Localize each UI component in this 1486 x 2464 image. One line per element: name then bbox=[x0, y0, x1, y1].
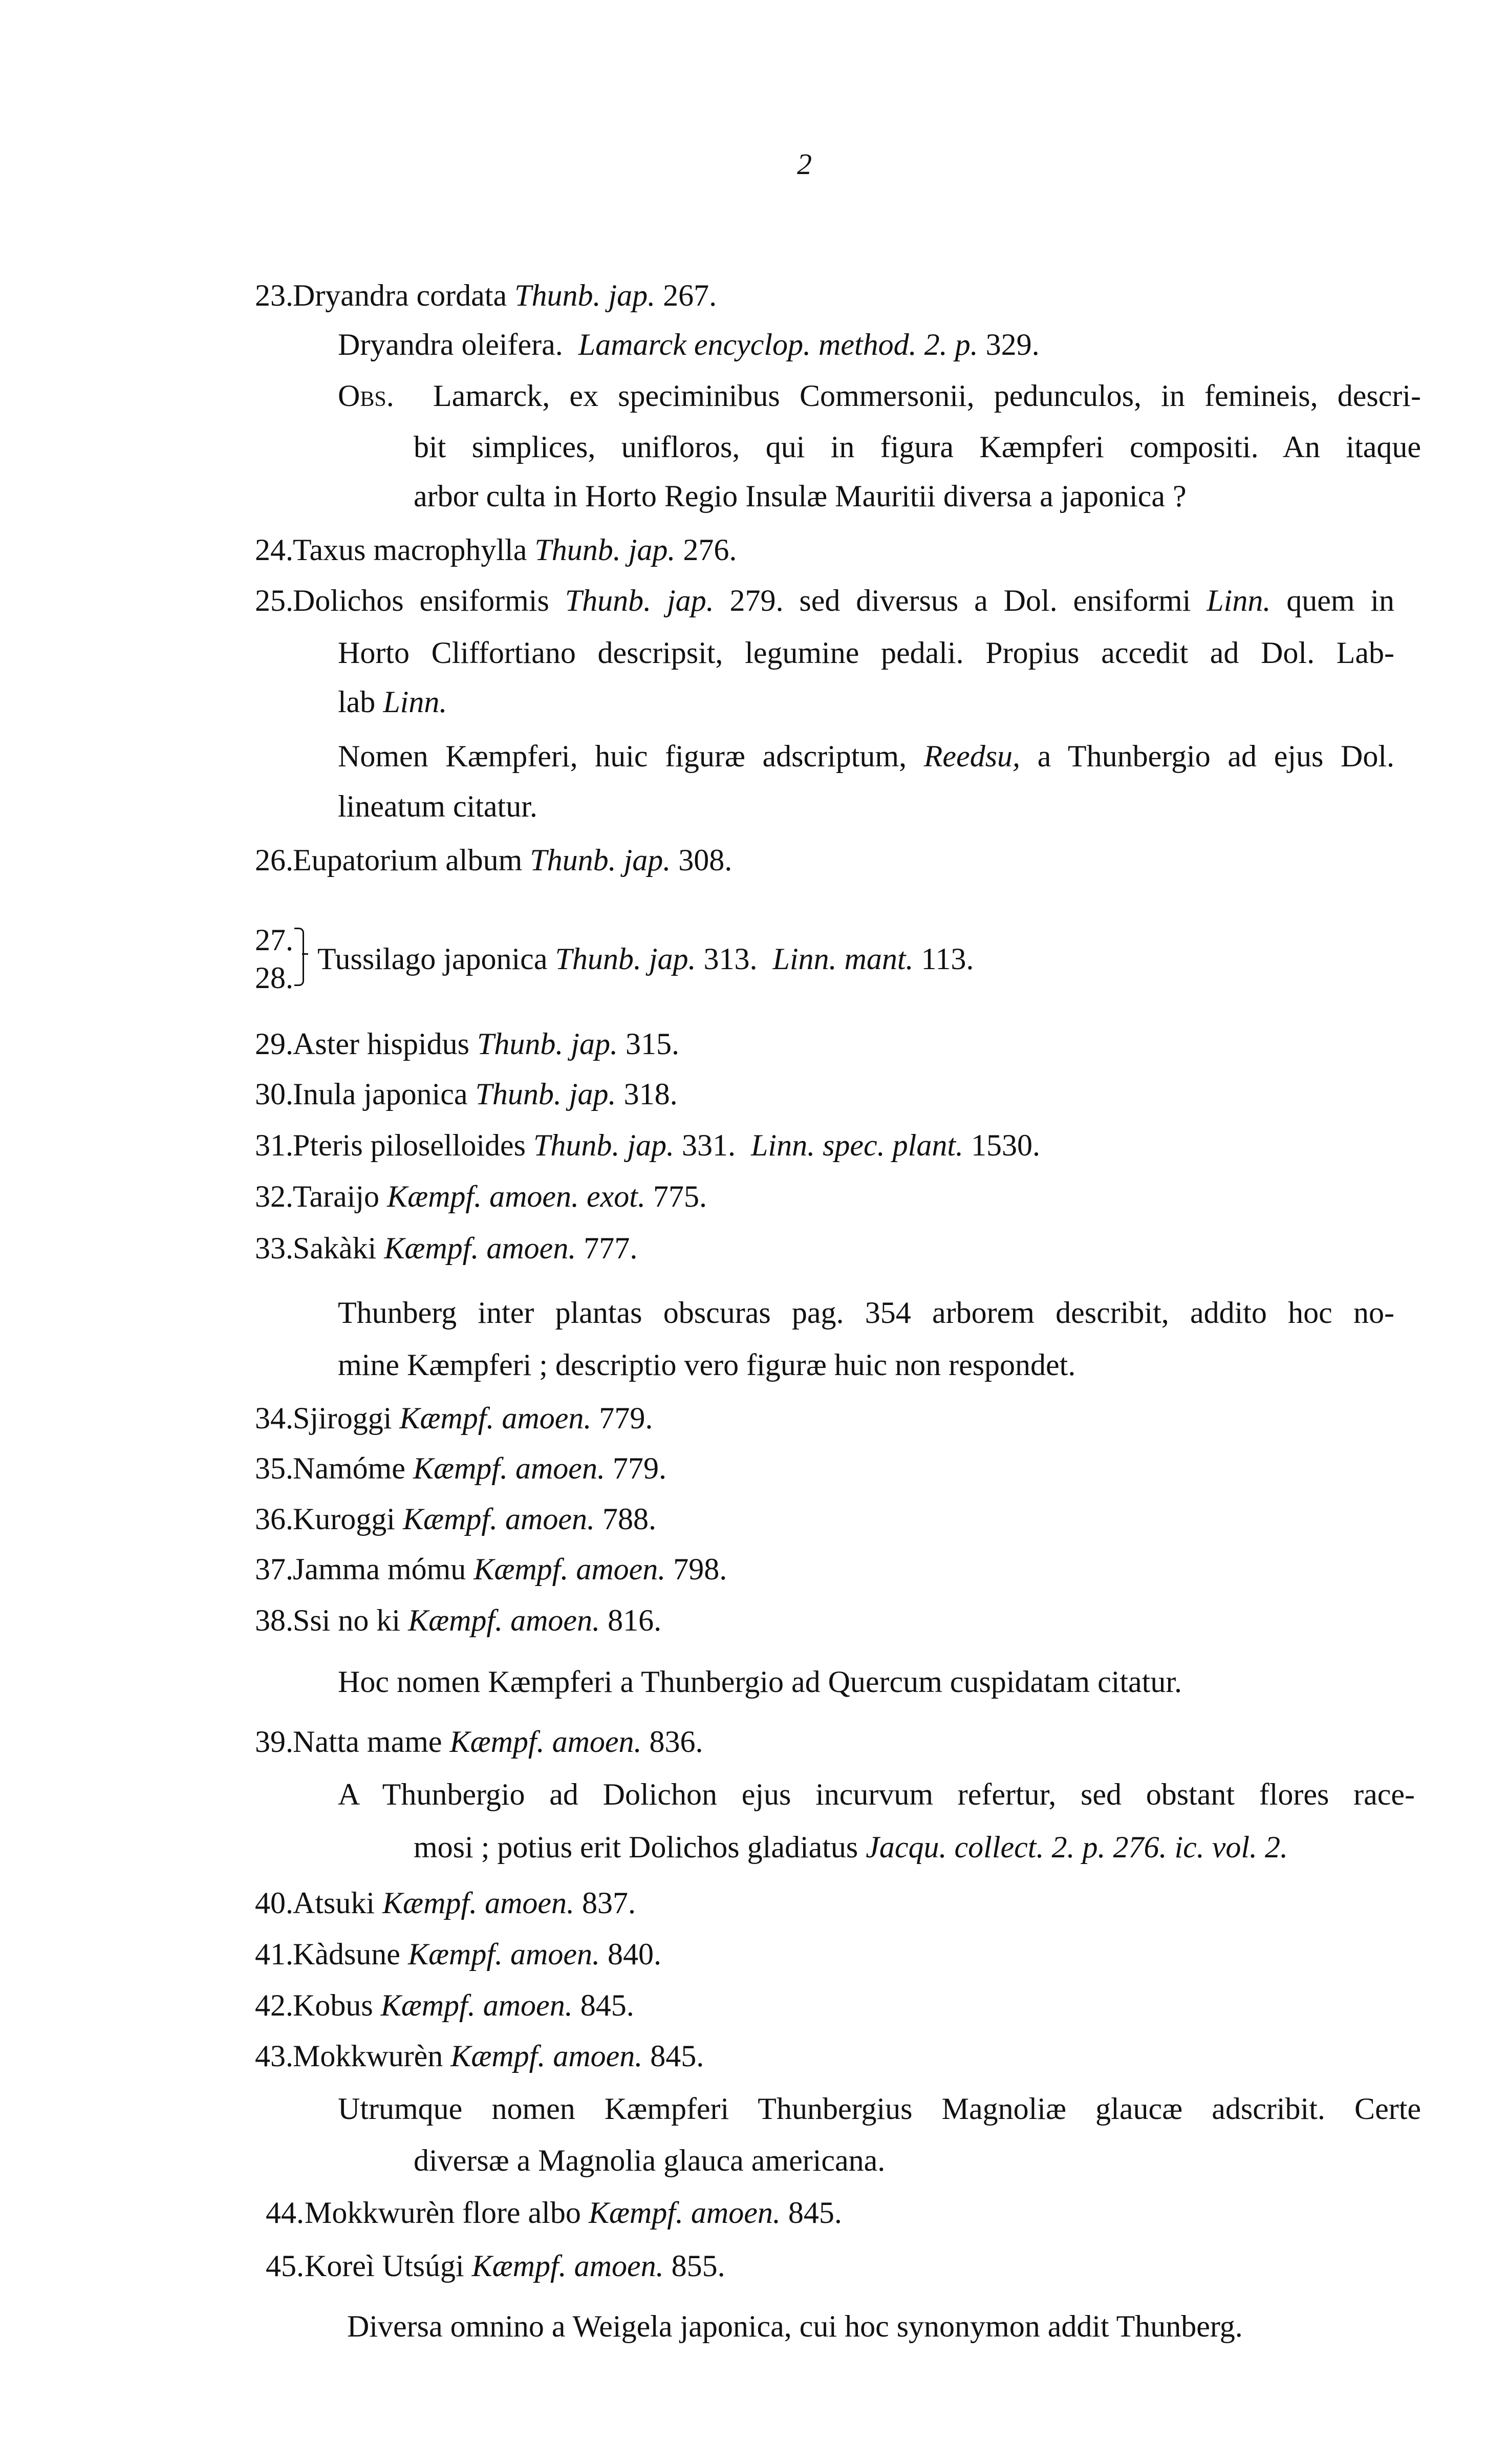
page-ref: 845. bbox=[788, 2196, 842, 2230]
reference: Thunb. jap. bbox=[534, 533, 676, 567]
grouping-brace-tip bbox=[302, 953, 308, 955]
species-name: Aster hispidus bbox=[293, 1027, 469, 1061]
entry-number: 28. bbox=[255, 961, 293, 995]
entry-number: 32. bbox=[255, 1180, 293, 1213]
entry-34-line bbox=[293, 1403, 653, 1433]
reference: Linn. bbox=[383, 685, 447, 719]
species-name: Dryandra cordata bbox=[293, 278, 507, 312]
species-name: Inula japonica bbox=[293, 1077, 468, 1111]
species-name: Taxus macrophylla bbox=[293, 533, 527, 567]
entry-41-line bbox=[293, 1939, 661, 1969]
note-text: sed diversus a Dol. ensiformi bbox=[799, 584, 1191, 617]
page-ref: 329. bbox=[985, 328, 1040, 361]
entry-number: 36. bbox=[255, 1502, 293, 1536]
entry-45-line bbox=[305, 2251, 725, 2281]
reference: Kæmpf. amoen. bbox=[471, 2249, 664, 2283]
entry-42-line bbox=[293, 1990, 634, 2021]
entry-37-line bbox=[293, 1554, 727, 1584]
obs-label: Obs. bbox=[338, 379, 394, 413]
reference: Kæmpf. amoen. bbox=[449, 1725, 642, 1759]
page-ref: 315. bbox=[626, 1027, 680, 1061]
entry-23-synonym bbox=[338, 329, 1040, 360]
entry-26-line bbox=[293, 845, 732, 875]
page-ref: 113. bbox=[921, 942, 974, 976]
entry-38-line-2: Hoc nomen Kæmpferi a Thunbergio ad Quercum cuspidatam citatur. bbox=[338, 1665, 1182, 1699]
reference: Kæmpf. amoen. bbox=[413, 1451, 605, 1485]
page-ref: 840. bbox=[607, 1937, 661, 1971]
reference: Thunb. jap. bbox=[514, 278, 656, 312]
page-ref: 845. bbox=[650, 2039, 704, 2073]
entry-number: 29. bbox=[255, 1027, 293, 1061]
entry-33-line-2: Thunberg inter plantas obscuras pag. 354 arborem describit, addito hoc no- bbox=[338, 1296, 1394, 1330]
entry-25-line-4 bbox=[338, 741, 1394, 772]
species-name: Pteris piloselloides bbox=[293, 1128, 526, 1162]
entry-25-line-3 bbox=[338, 687, 447, 717]
species-name: Dolichos ensiformis bbox=[293, 584, 549, 617]
entry-35-line bbox=[293, 1453, 666, 1484]
entry-number: 43. bbox=[255, 2039, 293, 2073]
entry-number: 23. bbox=[255, 278, 293, 312]
entry-39-line-2: A Thunbergio ad Dolichon ejus incurvum refertur, sed obstant flores race- bbox=[338, 1777, 1415, 1811]
page-ref: 845. bbox=[580, 1988, 634, 2022]
species-name: Taraijo bbox=[293, 1180, 380, 1213]
entry-number: 35. bbox=[255, 1451, 293, 1485]
entry-43-line bbox=[293, 2041, 704, 2071]
entry-39-line bbox=[293, 1726, 703, 1757]
reference: Linn. mant. bbox=[772, 942, 914, 976]
page-ref: 308. bbox=[678, 843, 733, 877]
species-name: Sakàki bbox=[293, 1231, 377, 1265]
entry-29-line bbox=[293, 1029, 679, 1059]
page-ref: 313. bbox=[703, 942, 758, 976]
reference: Kæmpf. amoen. bbox=[407, 1937, 600, 1971]
species-name: Dryandra oleifera. bbox=[338, 328, 563, 361]
entry-number: 44. bbox=[266, 2196, 304, 2230]
page-ref: 798. bbox=[673, 1552, 727, 1586]
entry-number: 31. bbox=[255, 1128, 293, 1162]
entry-30-line bbox=[293, 1079, 678, 1109]
species-name: Kuroggi bbox=[293, 1502, 395, 1536]
reference: Linn. bbox=[1207, 584, 1271, 617]
reference: Thunb. jap. bbox=[477, 1027, 618, 1061]
species-name: Sjiroggi bbox=[293, 1401, 392, 1435]
reference: Kæmpf. amoen. bbox=[382, 1886, 575, 1920]
entry-40-line bbox=[293, 1888, 636, 1918]
entry-23-obs-line-1 bbox=[338, 380, 1421, 411]
page-ref: 331. bbox=[682, 1128, 736, 1162]
entry-number: 41. bbox=[255, 1937, 293, 1971]
page-number: 2 bbox=[797, 147, 812, 181]
entry-number: 33. bbox=[255, 1231, 293, 1265]
entry-39-line-3 bbox=[414, 1832, 1288, 1862]
entry-number: 45. bbox=[266, 2249, 304, 2283]
species-name: Namóme bbox=[293, 1451, 405, 1485]
entry-25-line bbox=[293, 585, 1394, 616]
entry-23-line bbox=[293, 280, 717, 311]
page-ref: 276. bbox=[683, 533, 737, 567]
reference: Thunb. jap. bbox=[475, 1077, 616, 1111]
reference: Linn. spec. plant. bbox=[751, 1128, 964, 1162]
reference: Kæmpf. amoen. bbox=[450, 2039, 643, 2073]
reference: Kæmpf. amoen. bbox=[408, 1603, 600, 1637]
species-name: Jamma mómu bbox=[293, 1552, 466, 1586]
page-ref: 816. bbox=[608, 1603, 662, 1637]
species-name: Kàdsune bbox=[293, 1937, 400, 1971]
entry-23-obs-line-2: bit simplices, unifloros, qui in figura Kæmpferi compositi. An itaque bbox=[414, 430, 1421, 464]
entry-45-line-2: Diversa omnino a Weigela japonica, cui hoc synonymon addit Thunberg. bbox=[347, 2309, 1243, 2343]
species-name: Mokkwurèn flore albo bbox=[305, 2196, 581, 2230]
reference: Thunb. jap. bbox=[565, 584, 714, 617]
species-name: Atsuki bbox=[293, 1886, 375, 1920]
entry-number: 42. bbox=[255, 1988, 293, 2022]
reference: Thunb. jap. bbox=[530, 843, 671, 877]
entry-number: 40. bbox=[255, 1886, 293, 1920]
entry-number: 34. bbox=[255, 1401, 293, 1435]
page-ref: 837. bbox=[582, 1886, 636, 1920]
grouping-brace bbox=[294, 928, 304, 986]
reference: Kæmpf. amoen. bbox=[588, 2196, 781, 2230]
entry-number: 27. bbox=[255, 923, 293, 957]
page-ref: 836. bbox=[649, 1725, 703, 1759]
entry-43-line-3: diversæ a Magnolia glauca americana. bbox=[414, 2144, 886, 2177]
page-ref: 267. bbox=[663, 278, 717, 312]
species-name: Natta mame bbox=[293, 1725, 442, 1759]
entry-33-line-3: mine Kæmpferi ; descriptio vero figuræ huic non respondet. bbox=[338, 1348, 1076, 1382]
note-text: a Thunbergio ad ejus Dol. bbox=[1037, 739, 1395, 773]
obs-text: Lamarck, ex speciminibus Commersonii, pedunculos, in femineis, descri- bbox=[433, 379, 1422, 413]
species-name: Koreì Utsúgi bbox=[305, 2249, 464, 2283]
reference: Thunb. jap. bbox=[555, 942, 696, 976]
page-ref: 788. bbox=[602, 1502, 656, 1536]
note-text: lab bbox=[338, 685, 376, 719]
entry-25-line-2: Horto Cliffortiano descripsit, legumine pedali. Propius accedit ad Dol. Lab- bbox=[338, 636, 1394, 670]
entry-number: 37. bbox=[255, 1552, 293, 1586]
note-text: quem in bbox=[1286, 584, 1395, 617]
note-text: Nomen Kæmpferi, huic figuræ adscriptum, bbox=[338, 739, 907, 773]
entry-24-line bbox=[293, 534, 737, 565]
vernacular-name: Reedsu, bbox=[923, 739, 1021, 773]
entry-number: 25. bbox=[255, 584, 293, 617]
entry-number: 26. bbox=[255, 843, 293, 877]
reference: Kæmpf. amoen. exot. bbox=[387, 1180, 645, 1213]
page-ref: 779. bbox=[612, 1451, 666, 1485]
entry-number: 39. bbox=[255, 1725, 293, 1759]
entry-number: 30. bbox=[255, 1077, 293, 1111]
species-name: Eupatorium album bbox=[293, 843, 523, 877]
entry-44-line bbox=[305, 2197, 842, 2228]
species-name: Kobus bbox=[293, 1988, 373, 2022]
reference: Thunb. jap. bbox=[533, 1128, 675, 1162]
entry-27-28-line bbox=[317, 944, 974, 974]
reference: Kæmpf. amoen. bbox=[399, 1401, 592, 1435]
reference: Kæmpf. amoen. bbox=[380, 1988, 573, 2022]
species-name: Mokkwurèn bbox=[293, 2039, 443, 2073]
species-name: Tussilago japonica bbox=[317, 942, 548, 976]
entry-31-line bbox=[293, 1130, 1040, 1161]
entry-36-line bbox=[293, 1504, 656, 1534]
reference: Lamarck encyclop. method. 2. p. bbox=[578, 328, 978, 361]
entry-23-obs-line-3: arbor culta in Horto Regio Insulæ Mauritii diversa a japonica ? bbox=[414, 479, 1187, 513]
entry-number: 38. bbox=[255, 1603, 293, 1637]
entry-32-line bbox=[293, 1181, 707, 1212]
page-ref: 775. bbox=[653, 1180, 707, 1213]
note-text: mosi ; potius erit Dolichos gladiatus bbox=[414, 1830, 858, 1864]
page-ref: 1530. bbox=[971, 1128, 1041, 1162]
page-ref: 855. bbox=[671, 2249, 725, 2283]
entry-number: 24. bbox=[255, 533, 293, 567]
entry-43-line-2: Utrumque nomen Kæmpferi Thunbergius Magnoliæ glaucæ adscribit. Certe bbox=[338, 2092, 1421, 2126]
reference: Jacqu. collect. 2. p. 276. ic. vol. 2. bbox=[866, 1830, 1288, 1864]
page-ref: 779. bbox=[599, 1401, 653, 1435]
entry-25-line-5: lineatum citatur. bbox=[338, 789, 537, 823]
page-ref: 279. bbox=[729, 584, 784, 617]
entry-38-line bbox=[293, 1605, 661, 1636]
reference: Kæmpf. amoen. bbox=[473, 1552, 666, 1586]
entry-33-line bbox=[293, 1233, 637, 1263]
species-name: Ssi no ki bbox=[293, 1603, 401, 1637]
page-ref: 777. bbox=[584, 1231, 638, 1265]
page-ref: 318. bbox=[623, 1077, 678, 1111]
reference: Kæmpf. amoen. bbox=[402, 1502, 595, 1536]
reference: Kæmpf. amoen. bbox=[384, 1231, 576, 1265]
